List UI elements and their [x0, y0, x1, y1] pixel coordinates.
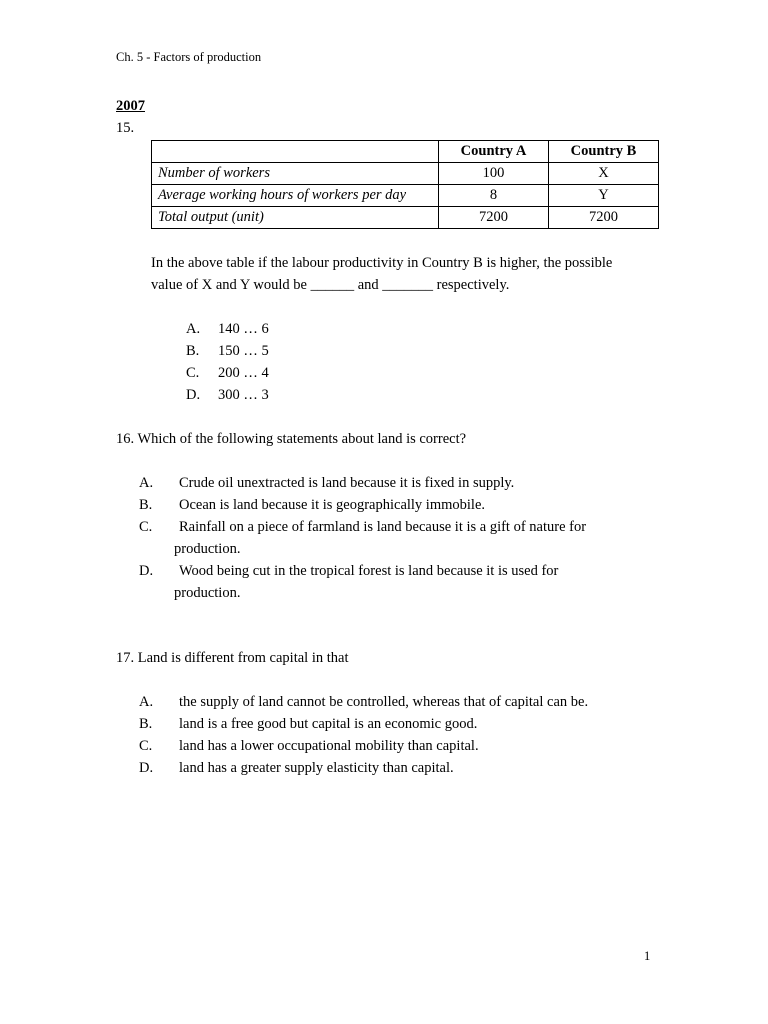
q15-option-text: 150 … 5 — [218, 343, 269, 359]
q16-option-letter: C. — [139, 519, 153, 535]
productivity-table — [151, 140, 659, 229]
q15-option-text: 300 … 3 — [218, 387, 269, 403]
q16-option-text: Wood being cut in the tropical forest is land because it is used for — [179, 563, 559, 579]
table-cell: 8 — [439, 185, 549, 207]
table-cell: X — [549, 163, 659, 185]
question-15-number: 15. — [116, 120, 135, 136]
q17-option-text: land has a greater supply elasticity than capital. — [179, 760, 454, 776]
q16-option-letter: B. — [139, 497, 153, 513]
question-15-text-line2: value of X and Y would be ______ and _______ respectively. — [151, 277, 510, 293]
table-row-label: Number of workers — [152, 163, 439, 185]
q15-option-text: 200 … 4 — [218, 365, 269, 381]
page-header: Ch. 5 - Factors of production — [116, 50, 262, 64]
year-heading: 2007 — [116, 98, 145, 114]
q16-option-text-continued: production. — [174, 585, 241, 601]
table-header-cell — [152, 141, 439, 163]
q17-option-text: land has a lower occupational mobility than capital. — [179, 738, 479, 754]
table-row — [152, 207, 659, 229]
page-number: 1 — [644, 949, 651, 963]
q15-option-letter: D. — [186, 387, 201, 403]
table-header-cell: Country A — [439, 141, 549, 163]
q16-option-letter: D. — [139, 563, 154, 579]
q17-option-text: land is a free good but capital is an economic good. — [179, 716, 478, 732]
table-header-cell: Country B — [549, 141, 659, 163]
question-15-text-line1: In the above table if the labour productivity in Country B is higher, the possible — [151, 255, 613, 271]
q16-option-letter: A. — [139, 475, 154, 491]
q17-option-letter: C. — [139, 738, 153, 754]
q16-option-text: Ocean is land because it is geographically immobile. — [179, 497, 486, 513]
table-cell: 7200 — [549, 207, 659, 229]
question-16-text: 16. Which of the following statements about land is correct? — [116, 431, 467, 447]
q15-option-text: 140 … 6 — [218, 321, 269, 337]
table-cell: 100 — [439, 163, 549, 185]
q15-option-letter: B. — [186, 343, 200, 359]
q17-option-letter: D. — [139, 760, 154, 776]
q17-option-text: the supply of land cannot be controlled, whereas that of capital can be. — [179, 694, 589, 710]
q16-option-text: Rainfall on a piece of farmland is land because it is a gift of nature for — [179, 519, 587, 535]
table-cell: Y — [549, 185, 659, 207]
q17-option-letter: B. — [139, 716, 153, 732]
table-cell: 7200 — [439, 207, 549, 229]
table-header-row — [152, 141, 659, 163]
table-row-label: Total output (unit) — [152, 207, 439, 229]
q15-option-letter: C. — [186, 365, 200, 381]
table-row — [152, 163, 659, 185]
table-row-label: Average working hours of workers per day — [152, 185, 439, 207]
q15-option-letter: A. — [186, 321, 201, 337]
question-17-text: 17. Land is different from capital in that — [116, 650, 349, 666]
q17-option-letter: A. — [139, 694, 154, 710]
q16-option-text: Crude oil unextracted is land because it is fixed in supply. — [179, 475, 515, 491]
q16-option-text-continued: production. — [174, 541, 241, 557]
table-row — [152, 185, 659, 207]
